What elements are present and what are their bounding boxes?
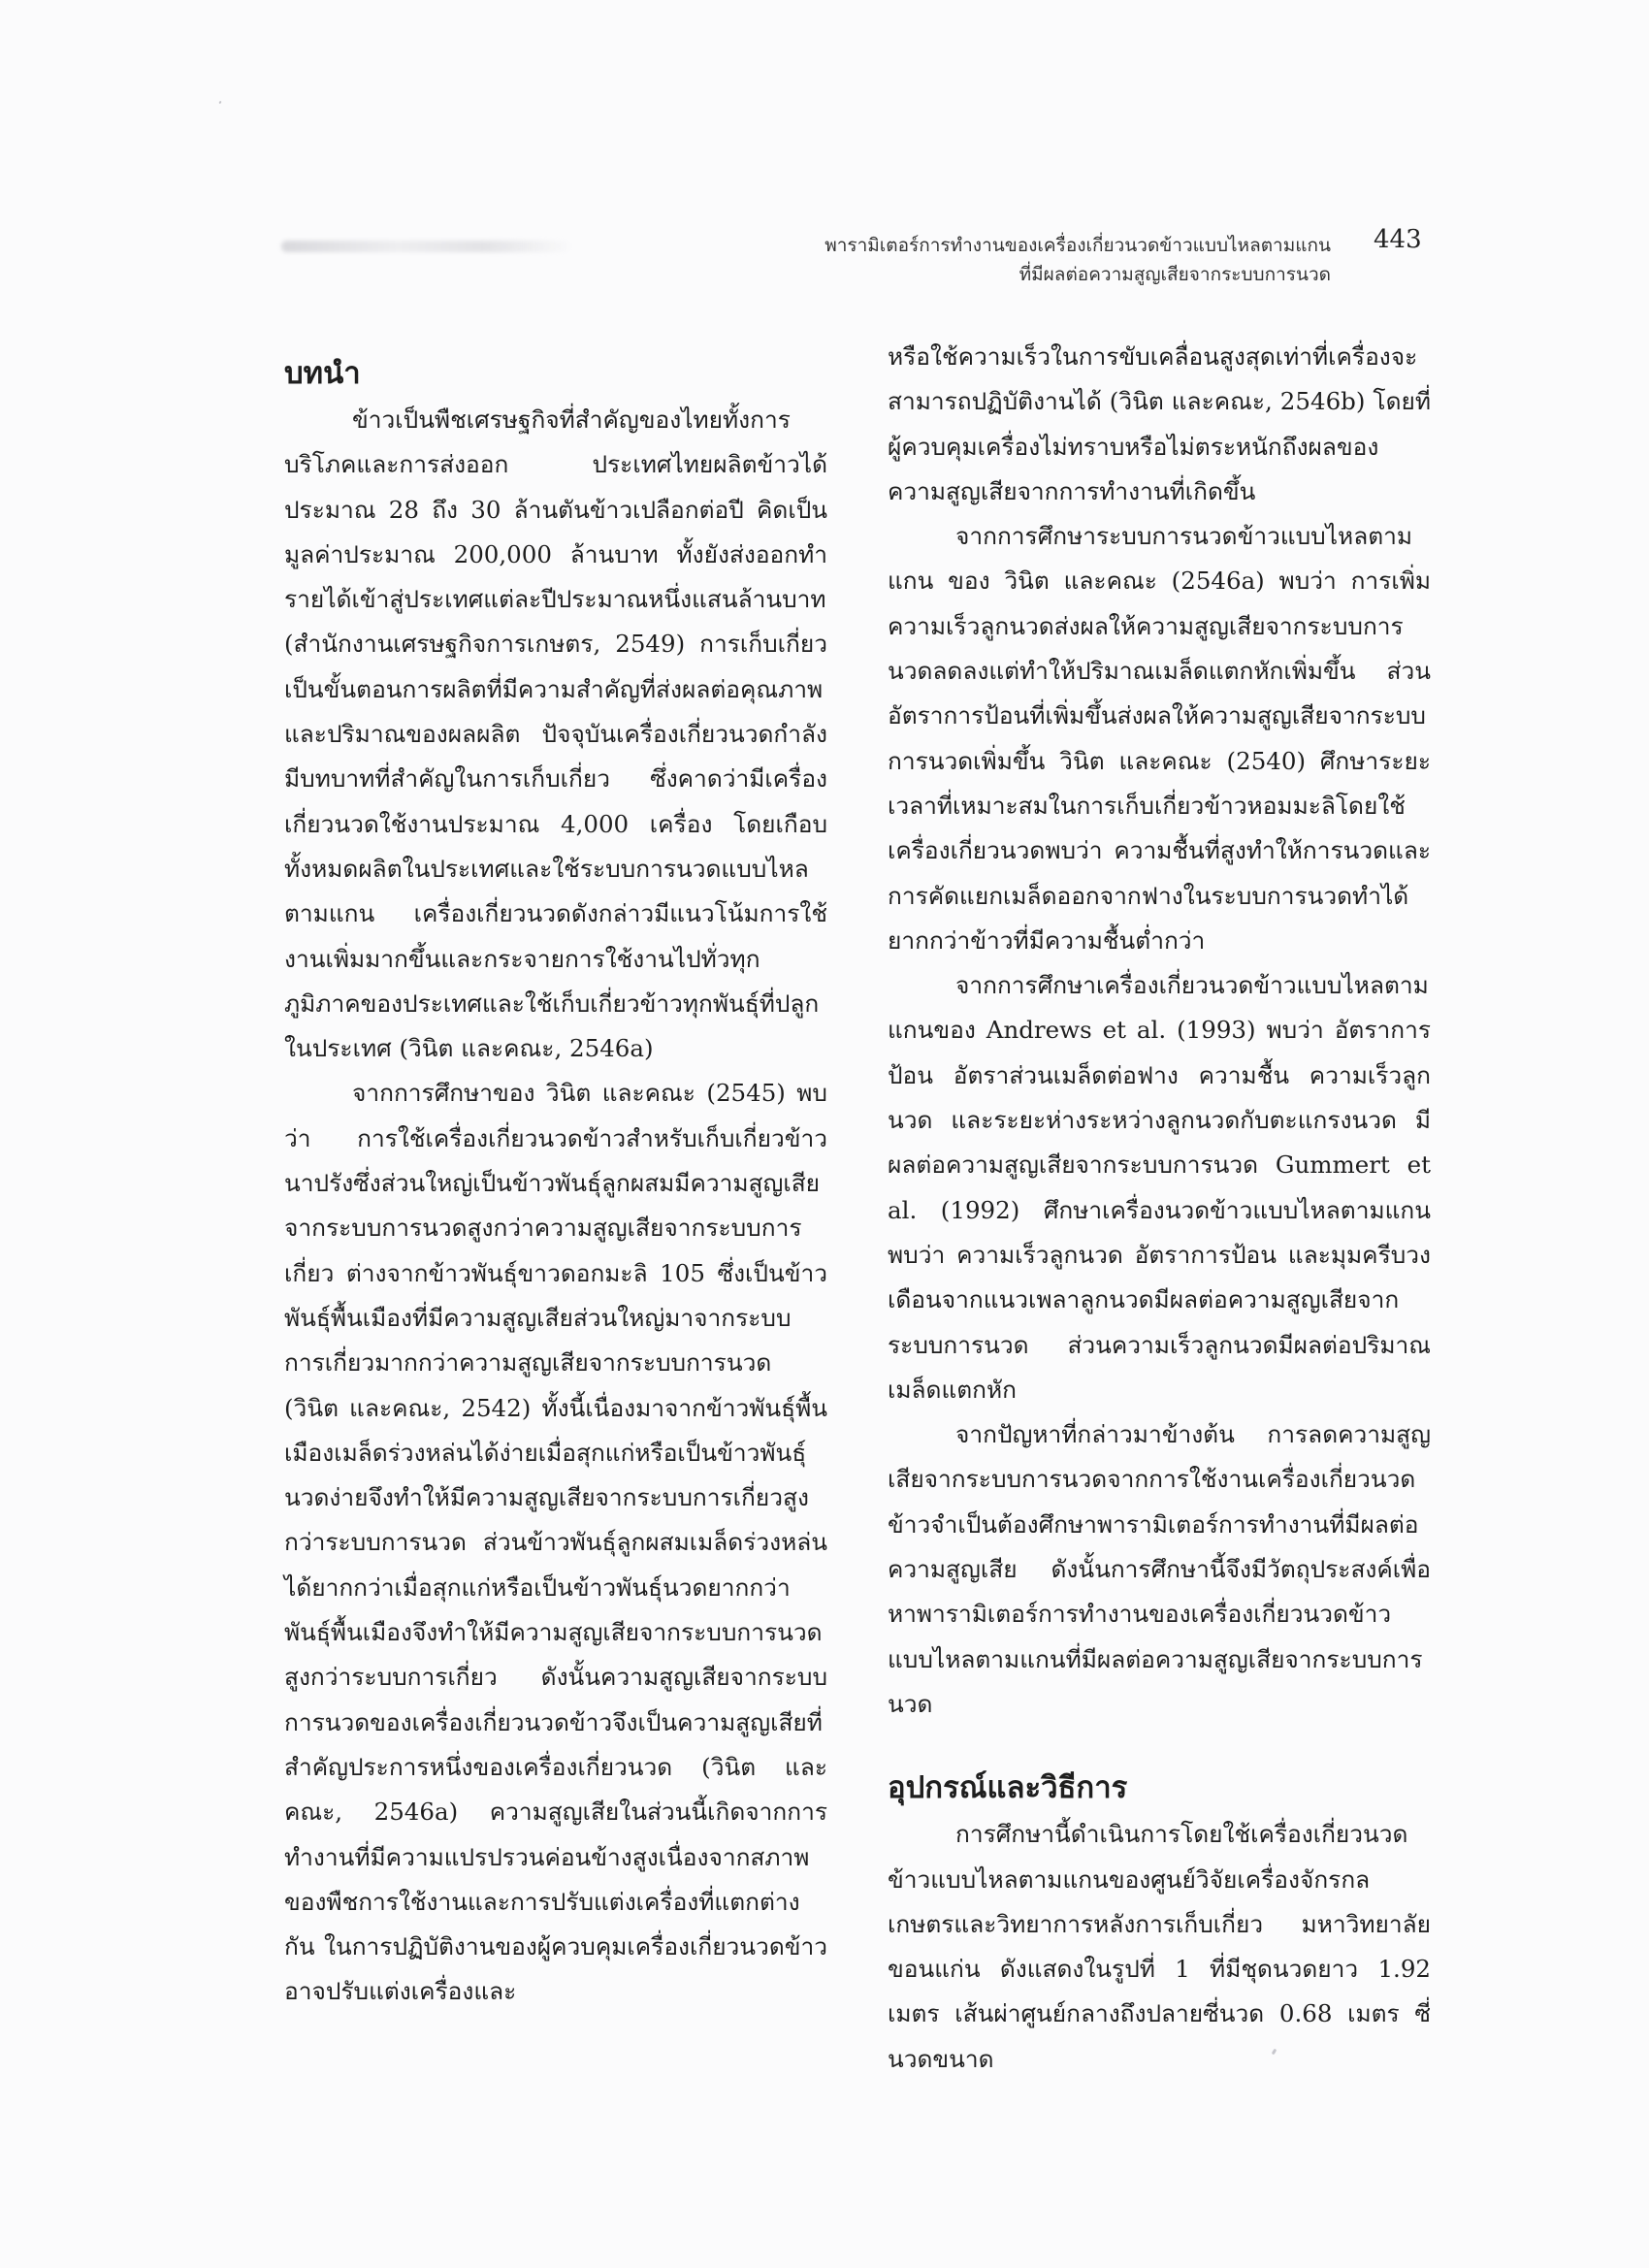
running-head-title — [824, 231, 1331, 289]
running-head-line-1: พารามิเตอร์การทำงานของเครื่องเกี่ยวนวดข้าวแบบไหลตามแกน — [824, 235, 1331, 256]
running-head-line-2: ที่มีผลต่อความสูญเสียจากระบบการนวด — [1018, 264, 1331, 285]
intro-paragraph-4: จากการศึกษาเครื่องเกี่ยวนวดข้าวแบบไหลตามแกนของ Andrews et al. (1993) พบว่า อัตราการป้อน อัตราส่วนเมล็ดต่อฟาง ความชื้น ความเร็วลูกนวด และระยะห่างระหว่างลูกนวดกับตะแกรงนวด มีผลต่อความสูญเสียจากระบบการนวด Gummert et al. (1992) ศึกษาเครื่องนวดข้าวแบบไหลตามแกน พบว่า ความเร็วลูกนวด อัตราการป้อน และมุมครีบวงเดือนจากแนวเพลาลูกนวดมีผลต่อความสูญเสียจากระบบการนวด ส่วนความเร็วลูกนวดมีผลต่อปริมาณเมล็ดแตกหัก — [888, 971, 1431, 1404]
page-number: 443 — [1374, 225, 1422, 254]
faded-running-head — [281, 241, 572, 252]
continued-paragraph: หรือใช้ความเร็วในการขับเคลื่อนสูงสุดเท่าที่เครื่องจะสามารถปฏิบัติงานได้ (วินิต และคณะ, 2546b) โดยที่ผู้ควบคุมเครื่องไม่ทราบหรือไม่ตระหนักถึงผลของความสูญเสียจากการทำงานที่เกิดขึ้น — [888, 342, 1431, 505]
right-column — [888, 335, 1431, 2082]
paper-speck — [218, 101, 221, 105]
methods-paragraph-1: การศึกษานี้ดำเนินการโดยใช้เครื่องเกี่ยวนวดข้าวแบบไหลตามแกนของศูนย์วิจัยเครื่องจักรกลเกษตรและวิทยาการหลังการเก็บเกี่ยว มหาวิทยาลัยขอนแก่น ดังแสดงในรูปที่ 1 ที่มีชุดนวดยาว 1.92 เมตร เส้นผ่าศูนย์กลางถึงปลายซี่นวด 0.68 เมตร ซี่นวดขนาด — [888, 1820, 1431, 2073]
section-title-introduction: บทนำ — [284, 356, 361, 391]
intro-paragraph-1: ข้าวเป็นพืชเศรษฐกิจที่สำคัญของไทยทั้งการบริโภคและการส่งออก ประเทศไทยผลิตข้าวได้ประมาณ 28 ถึง 30 ล้านตันข้าวเปลือกต่อปี คิดเป็นมูลค่าประมาณ 200,000 ล้านบาท ทั้งยังส่งออกทำรายได้เข้าสู่ประเทศแต่ละปีประมาณหนึ่งแสนล้านบาท (สำนักงานเศรษฐกิจการเกษตร, 2549) การเก็บเกี่ยวเป็นขั้นตอนการผลิตที่มีความสำคัญที่ส่งผลต่อคุณภาพและปริมาณของผลผลิต ปัจจุบันเครื่องเกี่ยวนวดกำลังมีบทบาทที่สำคัญในการเก็บเกี่ยว ซึ่งคาดว่ามีเครื่องเกี่ยวนวดใช้งานประมาณ 4,000 เครื่อง โดยเกือบทั้งหมดผลิตในประเทศและใช้ระบบการนวดแบบไหลตามแกน เครื่องเกี่ยวนวดดังกล่าวมีแนวโน้มการใช้งานเพิ่มมากขึ้นและกระจายการใช้งานไปทั่วทุกภูมิภาคของประเทศและใช้เก็บเกี่ยวข้าวทุกพันธุ์ที่ปลูกในประเทศ (วินิต และคณะ, 2546a) — [284, 405, 827, 1063]
left-column — [284, 349, 827, 2015]
intro-paragraph-2: จากการศึกษาของ วินิต และคณะ (2545) พบว่า การใช้เครื่องเกี่ยวนวดข้าวสำหรับเก็บเกี่ยวข้าวนาปรังซึ่งส่วนใหญ่เป็นข้าวพันธุ์ลูกผสมมีความสูญเสียจากระบบการนวดสูงกว่าความสูญเสียจากระบบการเกี่ยว ต่างจากข้าวพันธุ์ขาวดอกมะลิ 105 ซึ่งเป็นข้าว พันธุ์พื้นเมืองที่มีความสูญเสียส่วนใหญ่มาจากระบบการเกี่ยวมากกว่าความสูญเสียจากระบบการนวด (วินิต และคณะ, 2542) ทั้งนี้เนื่องมาจากข้าวพันธุ์พื้นเมืองเมล็ดร่วงหล่นได้ง่ายเมื่อสุกแก่หรือเป็นข้าวพันธุ์นวดง่ายจึงทำให้มีความสูญเสียจากระบบการเกี่ยวสูงกว่าระบบการนวด ส่วนข้าวพันธุ์ลูกผสมเมล็ดร่วงหล่นได้ยากกว่าเมื่อสุกแก่หรือเป็นข้าวพันธุ์นวดยากกว่าพันธุ์พื้นเมืองจึงทำให้มีความสูญเสียจากระบบการนวดสูงกว่าระบบการเกี่ยว ดังนั้นความสูญเสียจากระบบการนวดของเครื่องเกี่ยวนวดข้าวจึงเป็นความสูญเสียที่สำคัญประการหนึ่งของเครื่องเกี่ยวนวด (วินิต และคณะ, 2546a) ความสูญเสียในส่วนนี้เกิดจากการทำงานที่มีความแปรปรวนค่อนข้างสูงเนื่องจากสภาพของพืชการใช้งานและการปรับแต่งเครื่องที่แตกต่างกัน ในการปฏิบัติงานของผู้ควบคุมเครื่องเกี่ยวนวดข้าวอาจปรับแต่งเครื่องและ — [284, 1079, 827, 2006]
intro-paragraph-5: จากปัญหาที่กล่าวมาข้างต้น การลดความสูญเสียจากระบบการนวดจากการใช้งานเครื่องเกี่ยวนวดข้าวจำเป็นต้องศึกษาพารามิเตอร์การทำงานที่มีผลต่อความสูญเสีย ดังนั้นการศึกษานี้จึงมีวัตถุประสงค์เพื่อหาพารามิเตอร์การทำงานของเครื่องเกี่ยวนวดข้าวแบบไหลตามแกนที่มีผลต่อความสูญเสียจากระบบการนวด — [888, 1420, 1431, 1718]
section-spacer — [888, 1727, 1431, 1766]
running-head-left — [281, 231, 601, 260]
section-title-methods: อุปกรณ์และวิธีการ — [888, 1770, 1128, 1806]
intro-paragraph-3: จากการศึกษาระบบการนวดข้าวแบบไหลตามแกน ของ วินิต และคณะ (2546a) พบว่า การเพิ่มความเร็วลูกนวดส่งผลให้ความสูญเสียจากระบบการนวดลดลงแต่ทำให้ปริมาณเมล็ดแตกหักเพิ่มขึ้น ส่วนอัตราการป้อนที่เพิ่มขึ้นส่งผลให้ความสูญเสียจากระบบการนวดเพิ่มขึ้น วินิต และคณะ (2540) ศึกษาระยะเวลาที่เหมาะสมในการเก็บเกี่ยวข้าวหอมมะลิโดยใช้เครื่องเกี่ยวนวดพบว่า ความชื้นที่สูงทำให้การนวดและการคัดแยกเมล็ดออกจากฟางในระบบการนวดทำได้ยากกว่าข้าวที่มีความชื้นต่ำกว่า — [888, 522, 1431, 955]
